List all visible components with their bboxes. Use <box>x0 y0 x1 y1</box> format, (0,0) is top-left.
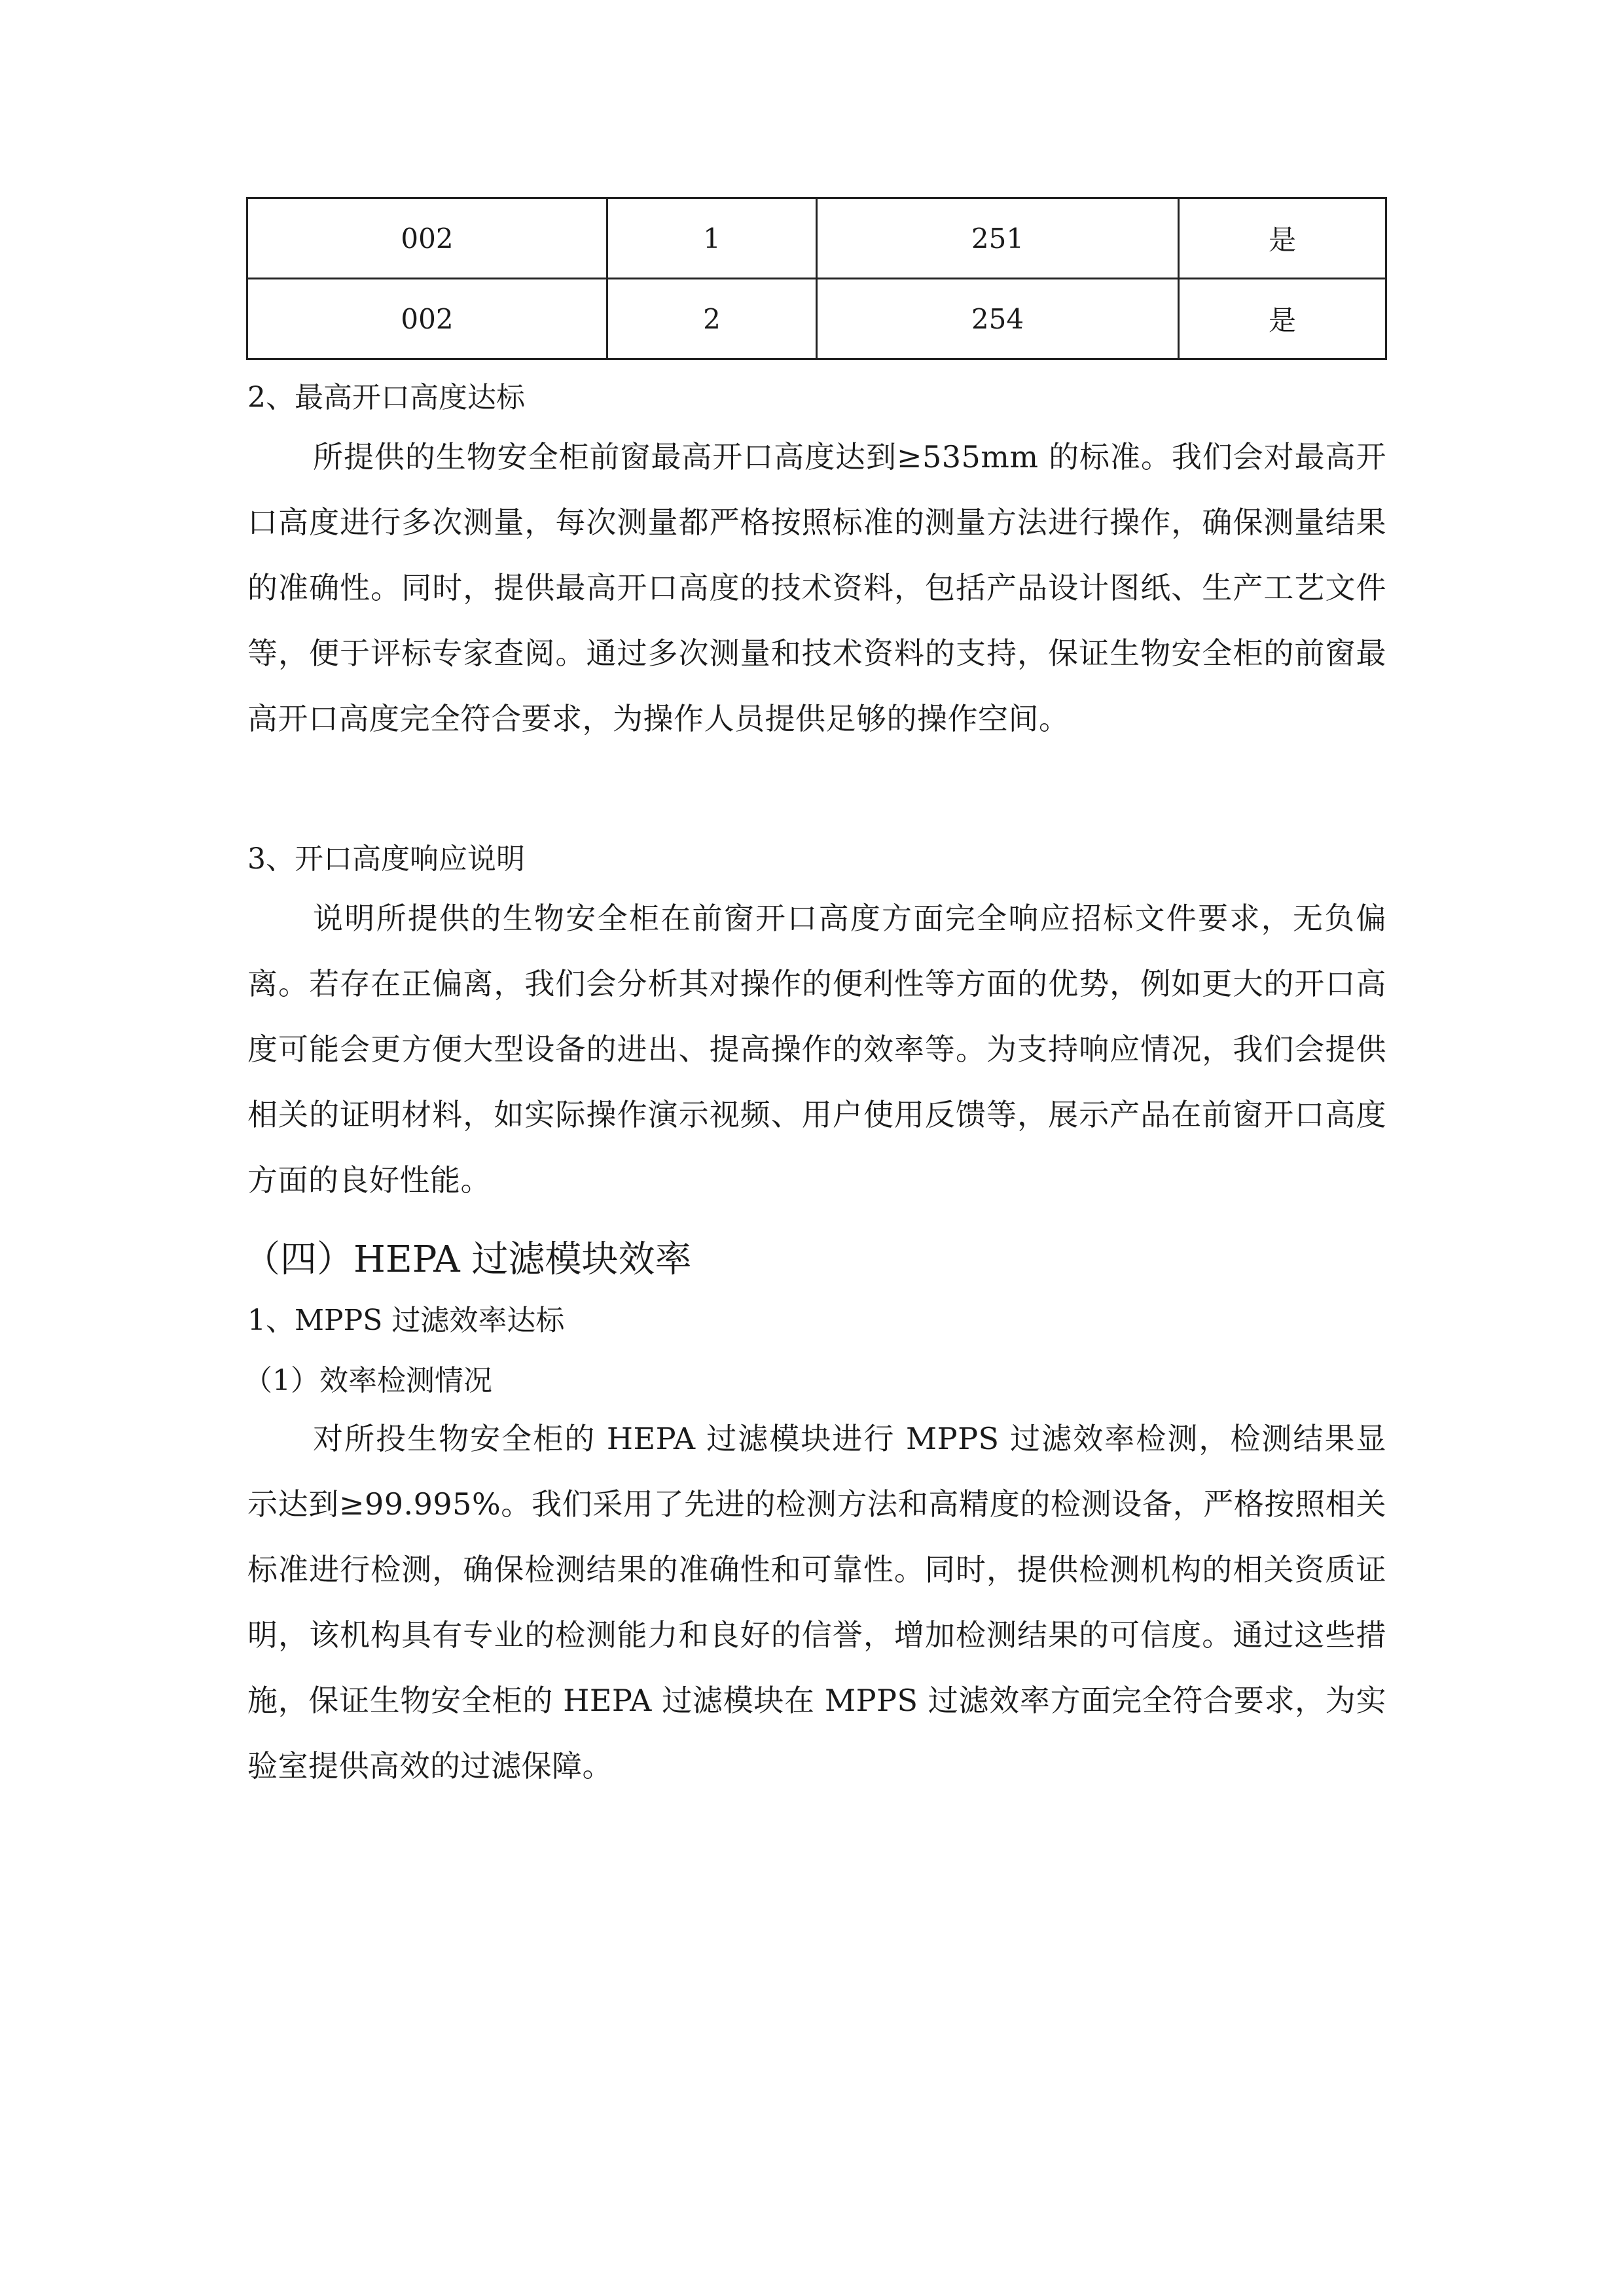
table-cell: 002 <box>247 279 607 359</box>
section-4-1-heading: 1、MPPS 过滤效率达标 <box>247 1304 565 1337</box>
section-3-heading: 3、开口高度响应说明 <box>247 842 525 876</box>
table-cell: 是 <box>1179 198 1386 279</box>
section-3-paragraph: 说明所提供的生物安全柜在前窗开口高度方面完全响应招标文件要求，无负偏离。若存在正偏离，我们会分析其对操作的便利性等方面的优势，例如更大的开口高度可能会更方便大型设备的进出、提高操作的效率等。为支持响应情况，我们会提供相关的证明材料，如实际操作演示视频、用户使用反馈等，展示产品在前窗开口高度方面的良好性能。 <box>247 901 1386 1198</box>
table-cell: 是 <box>1179 279 1386 359</box>
result-table <box>246 197 1387 360</box>
table-cell: 1 <box>607 198 817 279</box>
table-cell: 2 <box>607 279 817 359</box>
table-row <box>247 279 1386 359</box>
section-4-heading: （四）HEPA 过滤模块效率 <box>244 1238 692 1281</box>
section-2-paragraph: 所提供的生物安全柜前窗最高开口高度达到≥535mm 的标准。我们会对最高开口高度进行多次测量，每次测量都严格按照标准的测量方法进行操作，确保测量结果的准确性。同时，提供最高开口高度的技术资料，包括产品设计图纸、生产工艺文件等，便于评标专家查阅。通过多次测量和技术资料的支持，保证生物安全柜的前窗最高开口高度完全符合要求，为操作人员提供足够的操作空间。 <box>247 439 1386 736</box>
section-4-1-1-paragraph: 对所投生物安全柜的 HEPA 过滤模块进行 MPPS 过滤效率检测，检测结果显示达到≥99.995%。我们采用了先进的检测方法和高精度的检测设备，严格按照相关标准进行检测，确保检测结果的准确性和可靠性。同时，提供检测机构的相关资质证明，该机构具有专业的检测能力和良好的信誉，增加检测结果的可信度。通过这些措施，保证生物安全柜的 HEPA 过滤模块在 MPPS 过滤效率方面完全符合要求，为实验室提供高效的过滤保障。 <box>247 1421 1386 1784</box>
table-cell: 251 <box>817 198 1179 279</box>
section-4-1-1-heading: （1）效率检测情况 <box>244 1364 492 1397</box>
table-row <box>247 198 1386 279</box>
table-cell: 254 <box>817 279 1179 359</box>
section-2-heading: 2、最高开口高度达标 <box>247 381 525 414</box>
table-cell: 002 <box>247 198 607 279</box>
